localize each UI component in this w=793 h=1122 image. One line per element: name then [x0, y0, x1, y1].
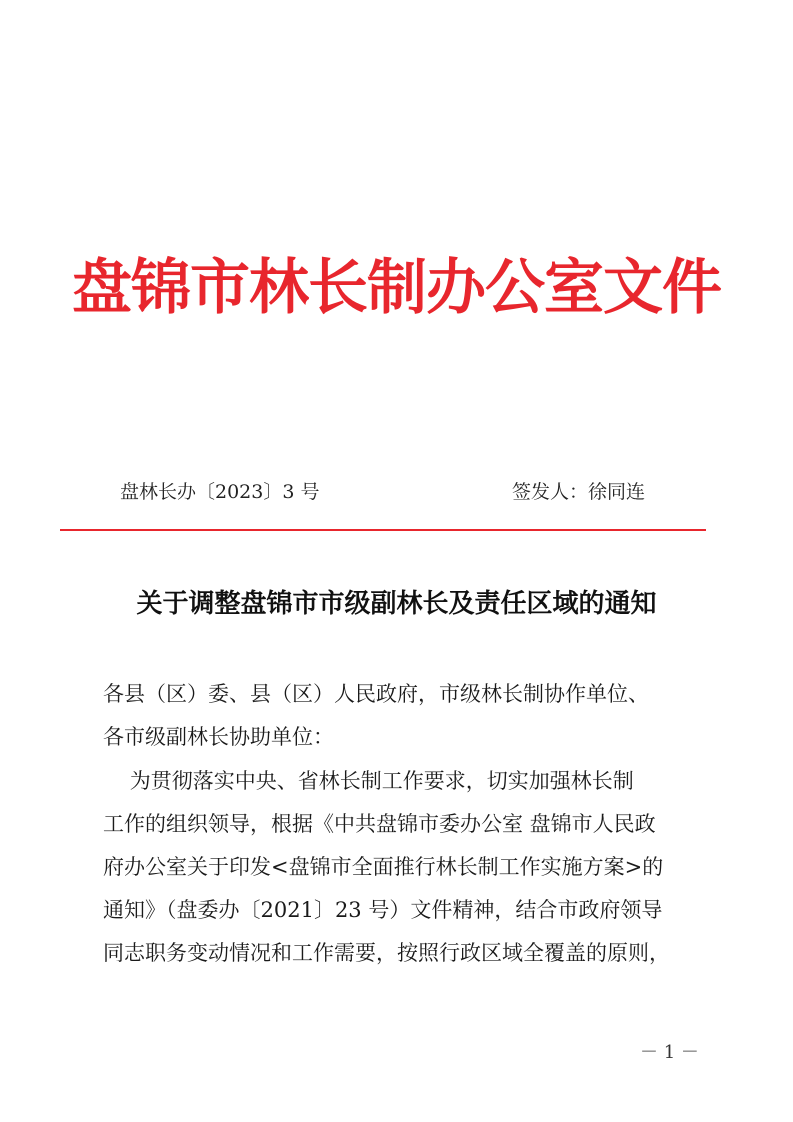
body-line-3: 为贯彻落实中央、省林长制工作要求，切实加强林长制 — [103, 769, 634, 793]
issuer-signature-line: 签发人：徐同连 — [512, 481, 646, 503]
body-line-7: 同志职务变动情况和工作需要，按照行政区域全覆盖的原则， — [103, 941, 670, 965]
document-number: 盘林长办〔2023〕3 号 — [120, 481, 320, 503]
body-line-1: 各县（区）委、县（区）人民政府，市级林长制协作单位、 — [103, 682, 649, 706]
body-line-5: 府办公室关于印发<盘锦市全面推行林长制工作实施方案>的 — [103, 855, 664, 879]
body-line-6: 通知》（盘委办〔2021〕23 号）文件精神，结合市政府领导 — [103, 898, 663, 922]
body-line-2: 各市级副林长协助单位： — [103, 725, 334, 749]
red-divider-line — [60, 529, 706, 531]
page-number: － 1 － — [640, 1042, 699, 1063]
red-header-title: 盘锦市林长制办公室文件 — [72, 253, 721, 323]
document-title: 关于调整盘锦市市级副林长及责任区域的通知 — [136, 589, 657, 619]
body-line-4: 工作的组织领导，根据《中共盘锦市委办公室 盘锦市人民政 — [103, 812, 656, 836]
